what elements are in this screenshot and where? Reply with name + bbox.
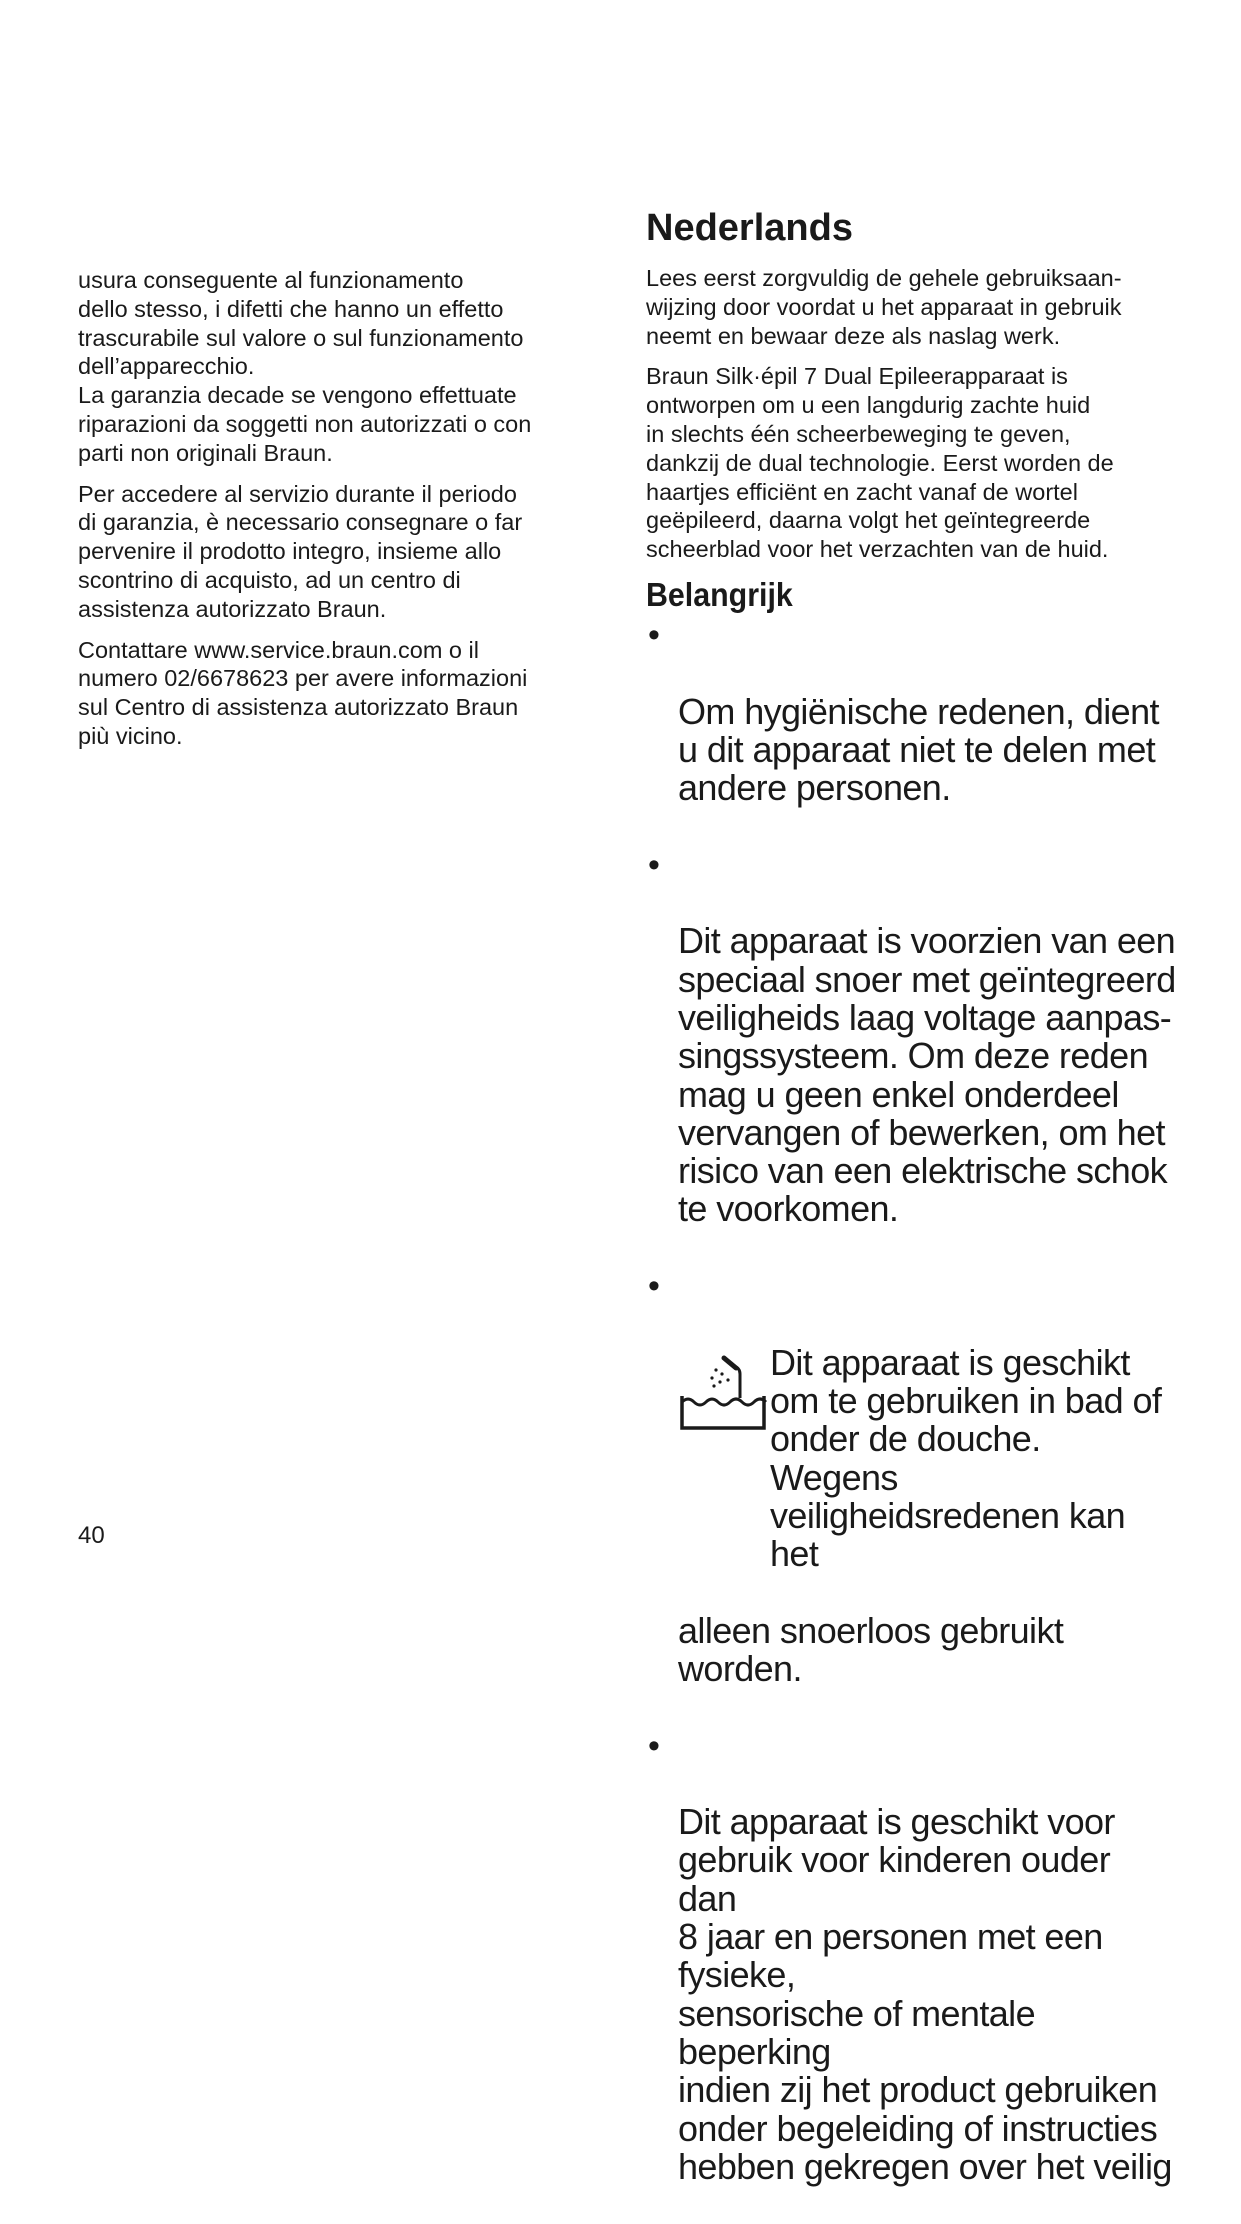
list-item [646,1267,1176,1727]
list-item [646,1727,1176,2224]
list-item-text: Dit apparaat is geschikt om te gebruiken in bad of onder de douche. Wegens veiligheidsredenen kan het [770,1341,1162,1575]
warranty-paragraph-2: Per accedere al servizio durante il periodo di garanzia, è necessario consegnare o far pervenire il prodotto integro, insieme allo scontrino di acquisto, ad un centro di assistenza autorizzato Braun. [78,480,523,622]
list-item-text: Dit apparaat is geschikt voor gebruik voor kinderen ouder dan 8 jaar en personen met een fysieke, sensorische of mentale beperking indien zij het product gebruiken onder begeleiding of instructies hebben gekregen over het veilig [678,1801,1172,2187]
bullet-marker: • [648,1267,660,1306]
list-item-text: Dit apparaat is voorzien van een speciaal snoer met geïntegreerd veiligheids laag voltage aanpas- singssysteem. Om deze reden mag u geen enkel onderdeel vervangen of bewerken, om het risico van een elektrische schok te voorkomen. [678,920,1176,1230]
intro-paragraph-2: Braun Silk·épil 7 Dual Epileerapparaat is ontworpen om u een langdurig zachte huid in slechts één scheerbeweging te geven, dankzij de dual technologie. Eerst worden de haartjes efficiënt en zacht vanaf de wortel geëpileerd, daarna volgt het geïntegreerde scheerblad voor het verzachten van de huid. [646,363,1114,563]
section-heading: Nederlands [646,207,853,249]
page-number: 40 [78,1522,105,1549]
bullet-marker: • [648,615,660,654]
right-column [646,206,1176,2224]
list-item-text: Om hygiënische redenen, dient u dit apparaat niet te delen met andere personen. [678,690,1159,809]
subheading: Belangrijk [646,575,793,613]
bath-row [678,1341,1176,1575]
bullet-marker: • [648,845,660,884]
list-item-text-continued: alleen snoerloos gebruikt worden. [678,1609,1064,1689]
intro-paragraph-1: Lees eerst zorgvuldig de gehele gebruiksaan- wijzing door voordat u het apparaat in gebruik neemt en bewaar deze als naslag werk. [646,265,1122,349]
important-list [646,616,1176,2224]
warranty-paragraph-1: usura conseguente al funzionamento dello stesso, i difetti che hanno un effetto trascurabile sul valore o sul funzionamento dell’apparecchio. La garanzia decade se vengono effettuate riparazioni da soggetti non autorizzati o con parti non originali Braun. [78,267,532,466]
list-item [646,846,1176,1267]
left-column [78,266,598,763]
bath-shower-icon [678,1352,770,1432]
warranty-paragraph-3: Contattare www.service.braun.com o il numero 02/6678623 per avere informazioni sul Centro di assistenza autorizzato Braun più vicino. [78,636,528,749]
list-item [646,616,1176,846]
bullet-marker: • [648,1726,660,1765]
